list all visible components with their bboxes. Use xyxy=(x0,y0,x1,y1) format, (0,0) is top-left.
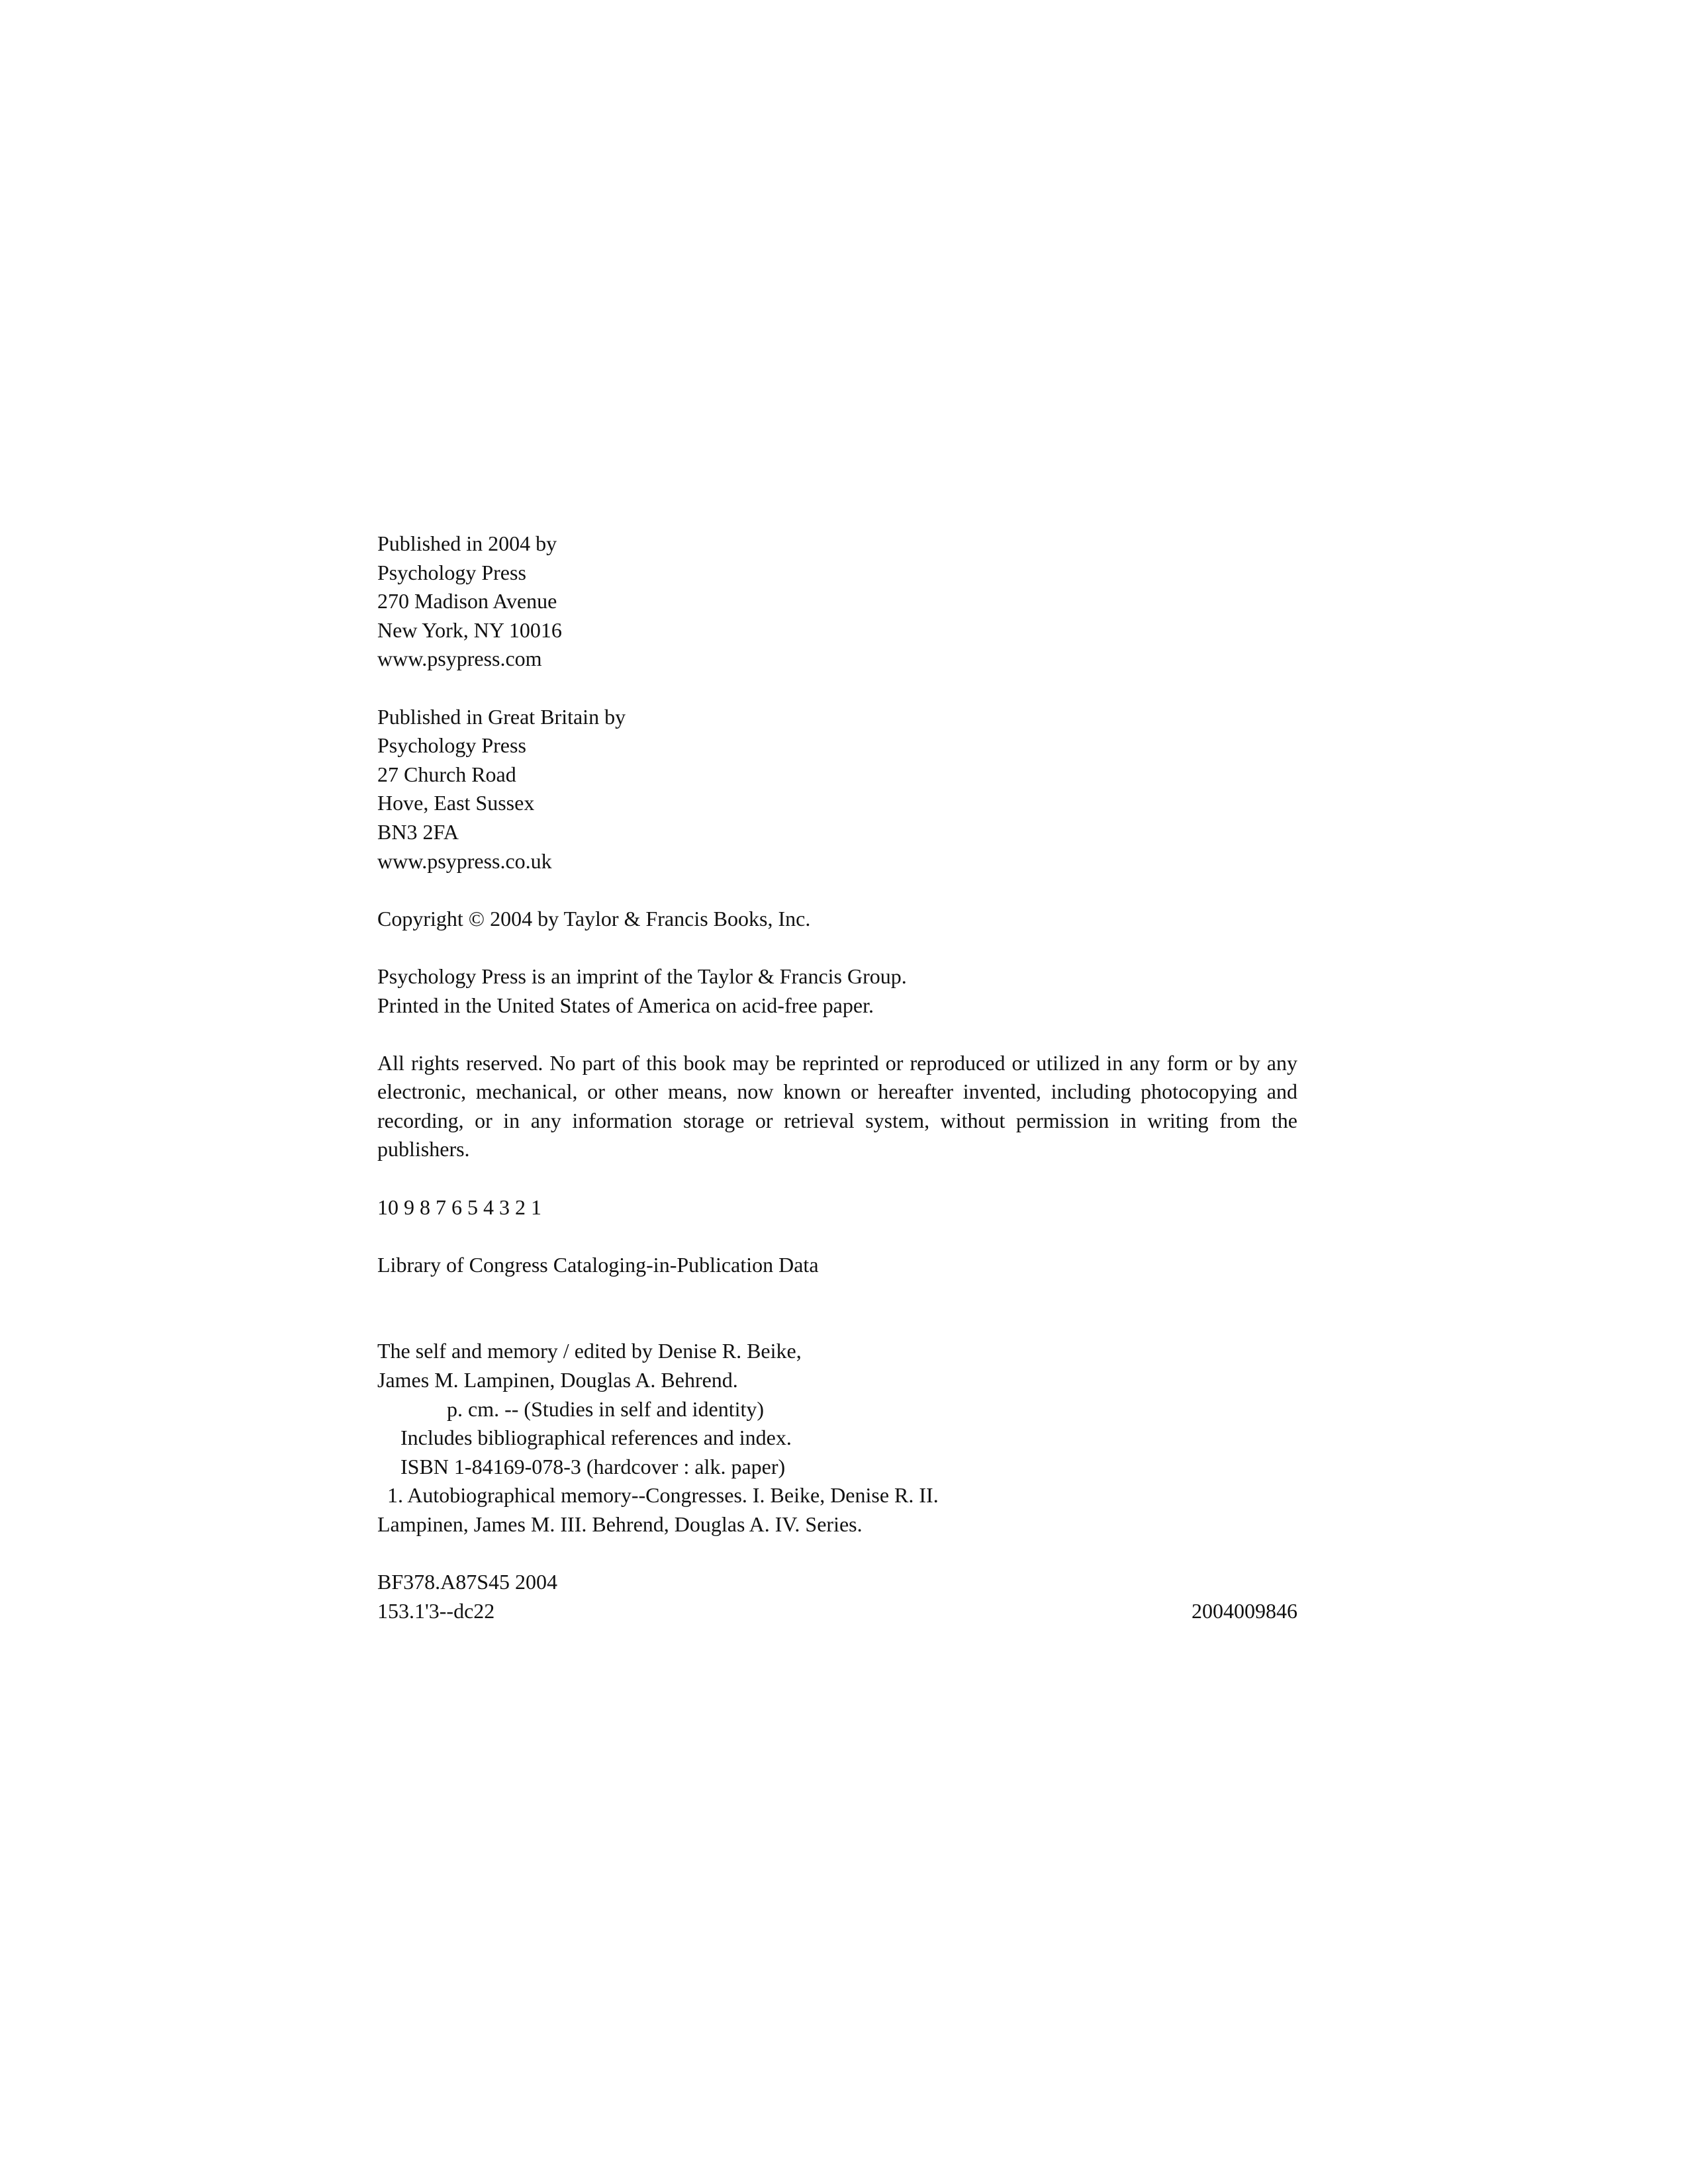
classification-row xyxy=(377,1597,1297,1626)
uk-publisher-line: Psychology Press xyxy=(377,733,526,758)
lccn-number: 2004009846 xyxy=(1192,1598,1297,1623)
uk-publisher-line: 27 Church Road xyxy=(377,762,516,786)
call-number: BF378.A87S45 2004 xyxy=(377,1570,558,1594)
cip-series-line: p. cm. -- (Studies in self and identity) xyxy=(447,1396,765,1421)
uk-publisher-block xyxy=(377,703,1297,876)
cip-isbn-line: ISBN 1-84169-078-3 (hardcover : alk. paper) xyxy=(400,1454,786,1479)
imprint-block xyxy=(377,962,1297,1020)
copyright-notice: Copyright © 2004 by Taylor & Francis Books, Inc. xyxy=(377,906,811,931)
copyright-page xyxy=(377,529,1297,1625)
uk-publisher-website: www.psypress.co.uk xyxy=(377,848,552,873)
cip-heading: Library of Congress Cataloging-in-Publication Data xyxy=(377,1252,819,1277)
printing-line: 10 9 8 7 6 5 4 3 2 1 xyxy=(377,1195,541,1219)
imprint-line: Psychology Press is an imprint of the Taylor & Francis Group. xyxy=(377,964,907,988)
cip-subjects-line: Lampinen, James M. III. Behrend, Douglas A. IV. Series. xyxy=(377,1512,863,1536)
rights-paragraph: All rights reserved. No part of this book may be reprinted or reproduced or utilized in any form or by any electronic, mechanical, or other means, now known or hereafter invented, including photocopying and recording, or in any information storage or retrieval system, without permission in writing from the publishers. xyxy=(377,1050,1297,1161)
cip-notes-line: Includes bibliographical references and index. xyxy=(400,1426,792,1450)
cip-editors-line: James M. Lampinen, Douglas A. Behrend. xyxy=(377,1368,738,1392)
cip-subjects-line: 1. Autobiographical memory--Congresses. I. Beike, Denise R. II. xyxy=(387,1483,939,1508)
printing-line-block xyxy=(377,1193,1297,1222)
copyright-notice-block xyxy=(377,905,1297,934)
dewey-number: 153.1'3--dc22 xyxy=(377,1598,495,1623)
us-publisher-line: New York, NY 10016 xyxy=(377,617,562,642)
us-publisher-line: 270 Madison Avenue xyxy=(377,589,557,614)
us-publisher-line: Psychology Press xyxy=(377,560,526,584)
uk-publisher-line: Published in Great Britain by xyxy=(377,704,626,729)
cip-title-line: The self and memory / edited by Denise R. Beike, xyxy=(377,1339,802,1363)
printed-line: Printed in the United States of America on acid-free paper. xyxy=(377,993,874,1017)
uk-publisher-line: BN3 2FA xyxy=(377,819,459,844)
us-publisher-line: Published in 2004 by xyxy=(377,531,557,555)
us-publisher-website: www.psypress.com xyxy=(377,647,542,671)
cip-heading-block xyxy=(377,1251,1297,1280)
uk-publisher-line: Hove, East Sussex xyxy=(377,791,535,815)
classification-block xyxy=(377,1568,1297,1625)
us-publisher-block xyxy=(377,529,1297,674)
cip-record xyxy=(377,1337,1297,1539)
